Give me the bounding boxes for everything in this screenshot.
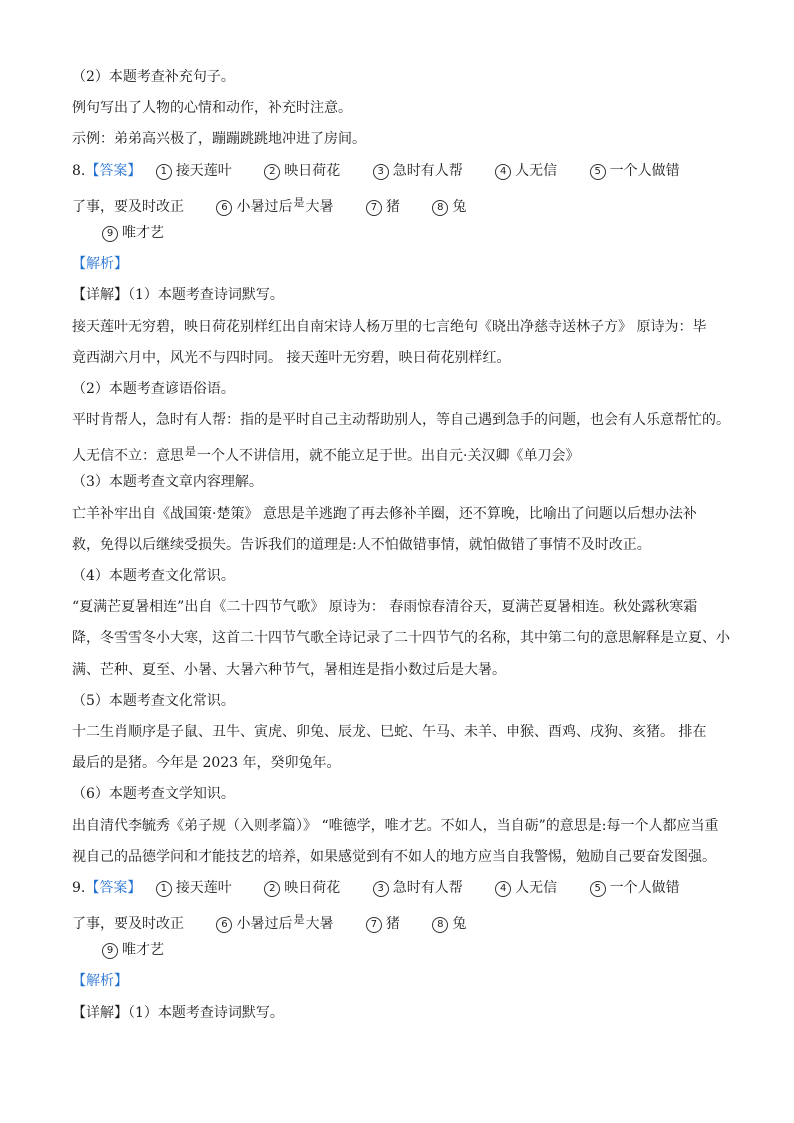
answer-item: 6 小暑过后$^是$大暑: [216, 916, 333, 932]
circled-number: 1: [156, 164, 172, 180]
circled-number: 3: [373, 881, 389, 897]
circled-number: 9: [102, 943, 118, 959]
answer-item: 4 人无信: [495, 880, 557, 896]
answer-row-9-last: 9 唯才艺: [72, 935, 732, 966]
circled-number: 7: [366, 917, 382, 933]
circled-number: 6: [216, 917, 232, 933]
detail-heading: 【详解】（1）本题考查诗词默写。: [72, 1004, 284, 1021]
circled-number: 8: [432, 200, 448, 216]
circled-number: 4: [495, 164, 511, 180]
answer-item: 3 急时有人帮: [373, 163, 463, 179]
answer-item: 8 兔: [432, 916, 466, 932]
answer-row-9-cont: 了事，要及时改正 6 小暑过后$^是$大暑 7 猪 8 兔: [72, 913, 467, 933]
text-line: 平时肯帮人，急时有人帮：指的是平时自己主动帮助别人，等自己遇到急手的问题，也会有人乐意帮忙的。: [72, 412, 730, 429]
question-number: 9.: [72, 879, 86, 896]
text-line: 满、芒种、夏至、小暑、大暑六种节气，暑相连是指小数过后是大暑。: [72, 661, 506, 678]
answer-item: 1 接天莲叶: [156, 880, 232, 896]
circled-number: 7: [366, 200, 382, 216]
answer-item: 2 映日荷花: [264, 880, 340, 896]
answer-item: 5 一个人做错: [590, 880, 680, 896]
circled-number: 2: [264, 881, 280, 897]
circled-number: 8: [432, 917, 448, 933]
answer-item: 2 映日荷花: [264, 163, 340, 179]
text-line: （2）本题考查补充句子。: [72, 69, 235, 85]
subquestion-heading: （6）本题考查文学知识。: [72, 786, 235, 803]
answer-item: 8 兔: [432, 199, 466, 215]
text-line: 救，免得以后继续受损失。告诉我们的道理是:人不怕做错事情，就怕做错了事情不及时改正。: [72, 536, 651, 553]
answer-tag: 【答案】: [85, 879, 142, 896]
answer-tag: 【答案】: [85, 162, 142, 179]
document-page: [72, 62, 732, 1029]
analysis-tag: 【解析】: [72, 973, 128, 990]
text-line: 出自清代李毓秀《弟子规（入则孝篇）》 “唯德学，唯才艺。不如人，当自砺”的意思是:每一个人都应当重: [72, 817, 719, 834]
circled-number: 9: [102, 226, 118, 242]
text-line: 接天莲叶无穷碧，映日荷花别样红出自南宋诗人杨万里的七言绝句《晓出净慈寺送林子方》 原诗为：毕: [72, 318, 707, 335]
text-line: 例句写出了人物的心情和动作，补充时注意。: [72, 100, 352, 117]
circled-number: 5: [590, 164, 606, 180]
text-line: 视自己的品德学问和才能技艺的培养，如果感觉到有不如人的地方应当自我警惕，勉励自己要奋发图强。: [72, 848, 716, 865]
text-line: 亡羊补牢出自《战国策·楚策》 意思是羊逃跑了再去修补羊圈，还不算晚，比喻出了问题以后想办法补: [72, 505, 697, 522]
question-number: 8.: [72, 162, 86, 179]
answer-item: 7 猪: [366, 916, 400, 932]
text-line: 竟西湖六月中，风光不与四时同。 接天莲叶无穷碧，映日荷花别样红。: [72, 349, 511, 366]
circled-number: 5: [590, 881, 606, 897]
subquestion-heading: （2）本题考查谚语俗语。: [72, 380, 235, 397]
answer-row-8-cont: 了事，要及时改正 6 小暑过后$^是$大暑 7 猪 8 兔: [72, 195, 467, 215]
answer-item: 6 小暑过后$^是$大暑: [216, 199, 333, 215]
circled-number: 4: [495, 881, 511, 897]
text-line: 降，冬雪雪冬小大寒，这首二十四节气歌全诗记录了二十四节气的名称，其中第二句的意思解释是立夏、小: [72, 630, 730, 647]
answer-item: 5 一个人做错: [590, 163, 680, 179]
subquestion-heading: （4）本题考查文化常识。: [72, 568, 235, 584]
circled-number: 3: [373, 164, 389, 180]
answer-row-8-last: 9 唯才艺: [72, 218, 732, 249]
circled-number: 6: [216, 200, 232, 216]
answer-row-8: [72, 156, 732, 187]
subquestion-heading: （5）本题考查文化常识。: [72, 692, 235, 709]
text-line: 示例：弟弟高兴极了，蹦蹦跳跳地冲进了房间。: [72, 131, 366, 148]
circled-number: 2: [264, 164, 280, 180]
answer-item: 1 接天莲叶: [156, 163, 232, 179]
text-line: 最后的是猪。今年是 2023 年，癸卯兔年。: [72, 755, 341, 772]
text-line: 人无信不立：意思$^是$一个人不讲信用，就不能立足于世。出自元·关汉卿《单刀会》: [72, 445, 580, 465]
answer-item: 4 人无信: [495, 163, 557, 179]
answer-item: 7 猪: [366, 199, 400, 215]
answer-row-9: [72, 873, 732, 904]
answer-item: 3 急时有人帮: [373, 880, 463, 896]
detail-heading: 【详解】（1）本题考查诗词默写。: [72, 287, 284, 304]
analysis-tag: 【解析】: [72, 256, 128, 273]
circled-number: 1: [156, 881, 172, 897]
subquestion-heading: （3）本题考查文章内容理解。: [72, 474, 263, 491]
text-line: 十二生肖顺序是子鼠、丑牛、寅虎、卯兔、辰龙、巳蛇、午马、未羊、申猴、酉鸡、戌狗、亥猪。 排在: [72, 723, 707, 740]
text-line: “夏满芒夏暑相连”出自《二十四节气歌》 原诗为： 春雨惊春清谷天，夏满芒夏暑相连。秋处露秋寒霜: [72, 599, 698, 616]
